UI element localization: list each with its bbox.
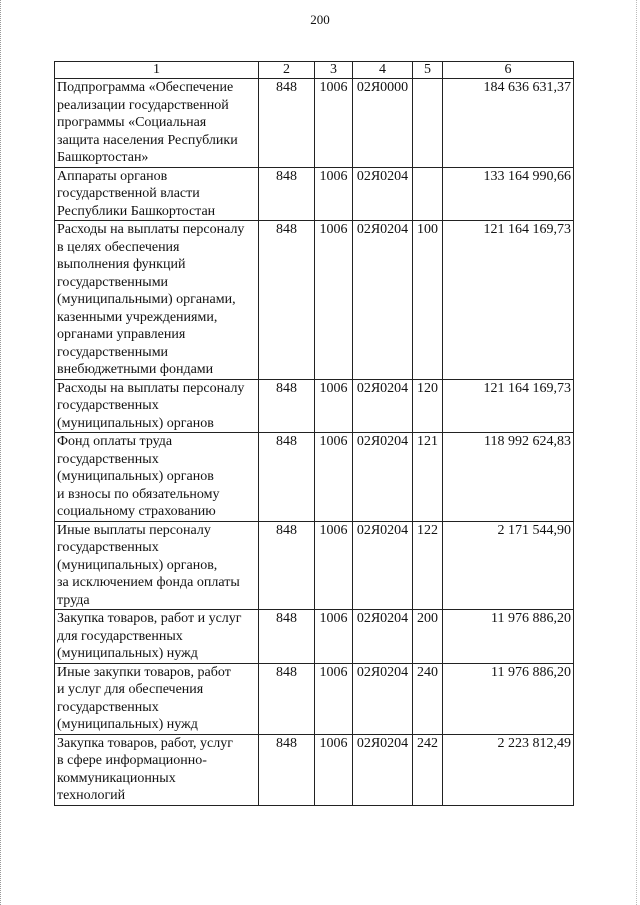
table-row	[55, 734, 574, 805]
section-code-cell: 1006	[315, 433, 353, 522]
row-name-cell	[55, 433, 259, 522]
target-article-cell: 02Я0204	[353, 167, 413, 221]
expense-type-cell: 100	[413, 221, 443, 380]
ministry-code-cell: 848	[259, 734, 315, 805]
table-row	[55, 379, 574, 433]
expense-type-cell: 122	[413, 521, 443, 610]
target-article-cell: 02Я0204	[353, 221, 413, 380]
table-row	[55, 167, 574, 221]
row-name-text: Закупка товаров, работ и услуг для государственных (муниципальных) нужд	[57, 611, 242, 661]
table-row	[55, 221, 574, 380]
ministry-code-cell: 848	[259, 379, 315, 433]
table-row	[55, 663, 574, 734]
ministry-code-cell: 848	[259, 610, 315, 664]
expense-type-cell: 121	[413, 433, 443, 522]
row-name-text: Иные закупки товаров, работ и услуг для обеспечения государственных (муниципальных) нужд	[57, 664, 231, 732]
amount-cell: 118 992 624,83	[443, 433, 574, 522]
page-number: 200	[310, 12, 330, 27]
target-article-cell: 02Я0204	[353, 734, 413, 805]
target-article-cell: 02Я0204	[353, 610, 413, 664]
col-header-5: 5	[413, 62, 443, 79]
row-name-text: Иные выплаты персоналу государственных (муниципальных) органов, за исключением фонда оплаты труда	[57, 522, 240, 608]
target-article-cell: 02Я0204	[353, 521, 413, 610]
col-header-6: 6	[443, 62, 574, 79]
target-article-cell: 02Я0000	[353, 79, 413, 168]
row-name-cell	[55, 663, 259, 734]
section-code-cell: 1006	[315, 379, 353, 433]
ministry-code-cell: 848	[259, 433, 315, 522]
row-name-cell	[55, 610, 259, 664]
expense-type-cell: 200	[413, 610, 443, 664]
row-name-cell	[55, 734, 259, 805]
section-code-cell: 1006	[315, 734, 353, 805]
col-header-4: 4	[353, 62, 413, 79]
amount-cell: 11 976 886,20	[443, 610, 574, 664]
table-row	[55, 433, 574, 522]
amount-cell: 133 164 990,66	[443, 167, 574, 221]
target-article-cell: 02Я0204	[353, 663, 413, 734]
row-name-text: Фонд оплаты труда государственных (муниципальных) органов и взносы по обязательному социальному страхованию	[57, 434, 220, 519]
section-code-cell: 1006	[315, 221, 353, 380]
ministry-code-cell: 848	[259, 663, 315, 734]
table-row	[55, 79, 574, 168]
row-name-text: Аппараты органов государственной власти Республики Башкортостан	[57, 168, 216, 219]
ministry-code-cell: 848	[259, 79, 315, 168]
target-article-cell: 02Я0204	[353, 433, 413, 522]
row-name-cell	[55, 79, 259, 168]
row-name-text: Подпрограмма «Обеспечение реализации государственной программы «Социальная защита населения Республики Башкортостан»	[57, 80, 238, 165]
col-header-2: 2	[259, 62, 315, 79]
expense-type-cell: 120	[413, 379, 443, 433]
ministry-code-cell: 848	[259, 167, 315, 221]
amount-cell: 121 164 169,73	[443, 379, 574, 433]
expense-type-cell: 240	[413, 663, 443, 734]
table-row	[55, 610, 574, 664]
section-code-cell: 1006	[315, 79, 353, 168]
amount-cell: 121 164 169,73	[443, 221, 574, 380]
row-name-cell	[55, 521, 259, 610]
header-row	[55, 62, 574, 79]
expense-type-cell	[413, 79, 443, 168]
col-header-3: 3	[315, 62, 353, 79]
scan-left-edge	[0, 0, 3, 905]
section-code-cell: 1006	[315, 663, 353, 734]
ministry-code-cell: 848	[259, 521, 315, 610]
row-name-text: Расходы на выплаты персоналу в целях обеспечения выполнения функций государственными (муниципальными) органами, казенными учреждениями, органами управления государственными внебюджетными фондами	[57, 222, 245, 377]
amount-cell: 2 223 812,49	[443, 734, 574, 805]
amount-cell: 2 171 544,90	[443, 521, 574, 610]
expense-type-cell	[413, 167, 443, 221]
section-code-cell: 1006	[315, 167, 353, 221]
section-code-cell: 1006	[315, 610, 353, 664]
table-row	[55, 521, 574, 610]
target-article-cell: 02Я0204	[353, 379, 413, 433]
row-name-cell	[55, 221, 259, 380]
row-name-text: Расходы на выплаты персоналу государственных (муниципальных) органов	[57, 380, 245, 431]
expense-type-cell: 242	[413, 734, 443, 805]
row-name-cell	[55, 167, 259, 221]
ministry-code-cell: 848	[259, 221, 315, 380]
row-name-text: Закупка товаров, работ, услуг в сфере информационно- коммуникационных технологий	[57, 735, 233, 803]
section-code-cell: 1006	[315, 521, 353, 610]
amount-cell: 184 636 631,37	[443, 79, 574, 168]
col-header-1: 1	[55, 62, 259, 79]
scan-right-edge	[634, 0, 637, 905]
amount-cell: 11 976 886,20	[443, 663, 574, 734]
budget-table	[54, 61, 574, 806]
row-name-cell	[55, 379, 259, 433]
